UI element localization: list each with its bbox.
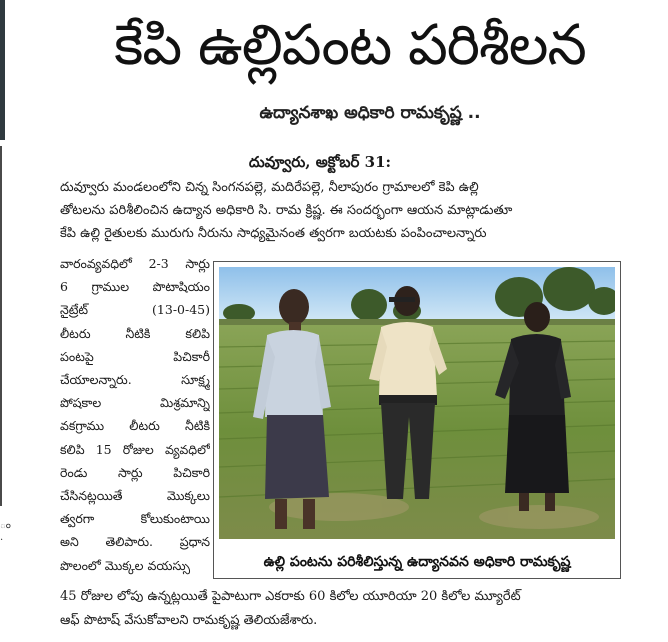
- adjacent-text-fragment: ం .: [0, 520, 11, 543]
- adjacent-article-edge: [0, 0, 5, 140]
- text-line: లీటరు నీటికి కలిపి: [60, 325, 210, 341]
- photo-image: [219, 267, 615, 539]
- text-line: 6 గ్రాముల పొటాషియం: [60, 279, 210, 295]
- subheadline: ఉద్యానశాఖ అధికారి రామకృష్ణ ..: [259, 103, 481, 123]
- text-line: పోషకాల మిశ్రమాన్ని: [60, 395, 210, 411]
- closing-paragraph: [60, 585, 650, 633]
- intro-paragraph: [60, 176, 650, 245]
- text-line: త్వరగా కోలుకుంటాయి: [60, 511, 210, 527]
- text-line: చేయాలన్నారు. సూక్ష్మ: [60, 372, 210, 388]
- column-rule: [0, 146, 2, 506]
- text-line: తోటలను పరిశీలించిన ఉద్యాన అధికారి సి. రామ క్రిష్ణ. ఈ సందర్భంగా ఆయన మాట్లాడుతూ: [60, 203, 513, 218]
- field-inspection-photo: [213, 261, 621, 579]
- text-line: కేపి ఉల్లి రైతులకు మురుగు నీరును సాధ్యమైనంత త్వరగా బయటకు పంపించాలన్నారు: [60, 226, 487, 241]
- dateline: దువ్వూరు, అక్టోబర్ 31:: [248, 153, 392, 171]
- text-line: 45 రోజుల లోపు ఉన్నట్లయితే పైపాటుగా ఎకరాకు 60 కిలోల యూరియా 20 కిలోల మ్యూరేట్: [60, 589, 521, 604]
- text-line: వకగ్రాము లీటరు నీటికి: [60, 418, 210, 434]
- text-line: చేసినట్లయితే మొక్కలు: [60, 488, 210, 504]
- photo-caption: ఉల్లి పంటను పరిశీలిస్తున్న ఉద్యానవన అధికారి రామకృష్ణ: [263, 554, 571, 570]
- text-line: నైట్రేట్ (13-0-45): [60, 302, 210, 318]
- text-line: పొలంలో మొక్కల వయస్సు: [60, 557, 191, 573]
- headline: కేపి ఉల్లిపంట పరిశీలన: [114, 13, 586, 78]
- text-line: కలిపి 15 రోజుల వ్యవధిలో: [60, 441, 210, 457]
- text-line: ఆఫ్ పొటాష్ వేసుకోవాలని రామకృష్ణ తెలియజేశారు.: [60, 613, 318, 628]
- wrapped-column-text: [60, 252, 210, 577]
- text-line: పంటపై పిచికారీ: [60, 348, 210, 364]
- text-line: అని తెలిపారు. ప్రధాన: [60, 534, 210, 550]
- text-line: దువ్వూరు మండలంలోని చిన్న సింగనపల్లె, మదిరేపల్లె, నీలాపురం గ్రామాలలో కెపి ఉల్లి: [60, 180, 479, 195]
- text-line: రెండు సార్లు పిచికారి: [60, 464, 210, 480]
- text-line: వారంవ్యవధిలో 2-3 సార్లు: [60, 256, 210, 271]
